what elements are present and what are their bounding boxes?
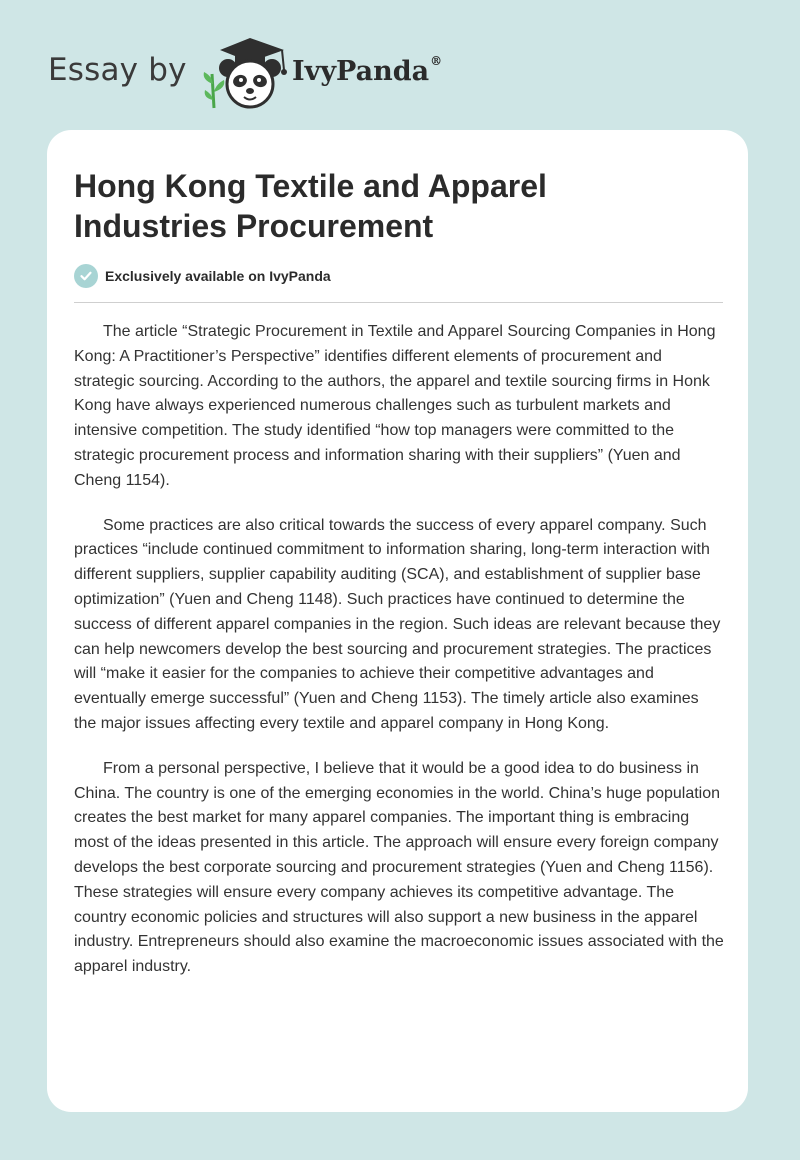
essay-title: Hong Kong Textile and Apparel Industries Procurement [74, 168, 547, 244]
essay-body [74, 320, 725, 1000]
essay-paragraph: The article “Strategic Procurement in Textile and Apparel Sourcing Companies in Hong Kong: A Practitioner’s Perspective” identifies different elements of procurement and strategic sourcing. According to the authors, the apparel and textile sourcing firms in Honk Kong have always experienced numerous challenges such as turbulent markets and intensive competition. The study identified “how top managers were committed to the strategic procurement process and information sharing with their suppliers” (Yuen and Cheng 1154). [74, 323, 716, 489]
exclusive-badge-label: Exclusively available on IvyPanda [105, 268, 331, 284]
essay-paragraph: From a personal perspective, I believe that it would be a good idea to do business in China. The country is one of the emerging economies in the world. China’s huge population creates the best market for many apparel companies. The important thing is embracing most of the ideas presented in this article. The approach will ensure every foreign company develops the best corporate sourcing and procurement strategies (Yuen and Cheng 1156). These strategies will ensure every company achieves its competitive advantage. The country economic policies and structures will also support a new business in the apparel industry. Entrepreneurs should also examine the macroeconomic issues associated with the apparel industry. [74, 759, 724, 976]
essay-card [47, 130, 748, 1112]
panda-graduate-logo-icon[interactable] [202, 34, 292, 110]
registered-mark: ® [430, 54, 443, 68]
exclusive-badge [74, 262, 331, 290]
site-header [48, 30, 508, 110]
brand-prefix: Essay by [48, 52, 187, 88]
brand-name[interactable]: IvyPanda® [292, 54, 443, 87]
check-circle-icon [74, 264, 98, 288]
essay-paragraph: Some practices are also critical towards the success of every apparel company. Such practices “include continued commitment to information sharing, long-term interaction with different suppliers, supplier capability auditing (SCA), and establishment of supplier base optimization” (Yuen and Cheng 1148). Such practices have continued to determine the success of different apparel companies in the region. Such ideas are relevant because they can help newcomers develop the best sourcing and procurement strategies. The practices will “make it easier for the companies to achieve their competitive advantages and eventually emerge successful” (Yuen and Cheng 1153). The timely article also examines the major issues affecting every textile and apparel company in Hong Kong. [74, 516, 721, 732]
divider [74, 302, 723, 303]
